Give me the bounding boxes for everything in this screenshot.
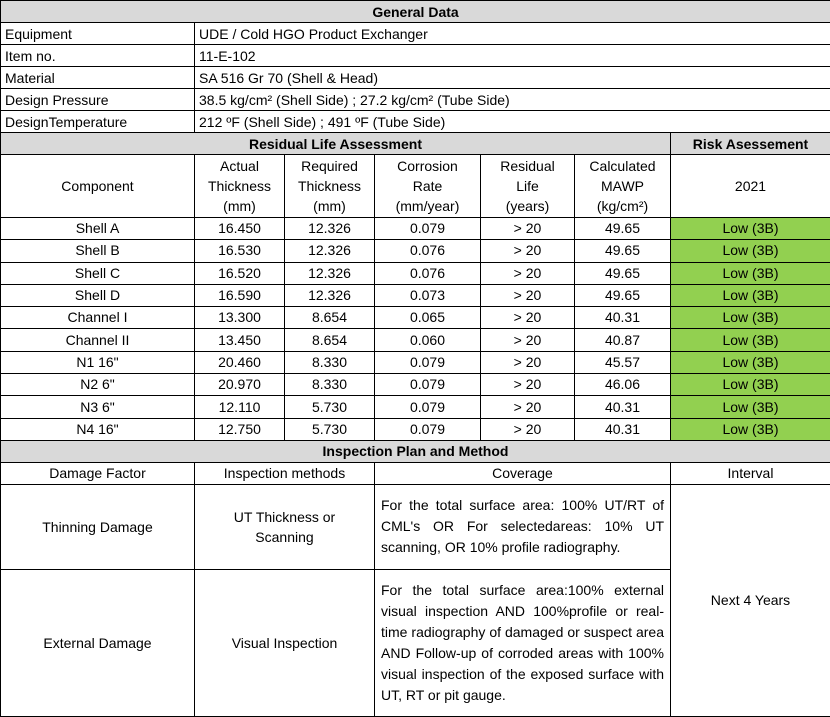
life-cell: > 20: [481, 329, 575, 351]
coverage-external: For the total surface area:100% external visual inspection AND 100%profile or real-time radiography of damaged or suspect area AND Follow-up of corroded areas with 100% visual inspection of the exposed surface with UT, RT or pit gauge.: [375, 569, 671, 716]
actual-thickness-header: Actual Thickness (mm): [195, 155, 285, 218]
method-ut: UT Thickness or Scanning: [195, 484, 375, 569]
risk-cell: Low (3B): [671, 396, 830, 418]
table-row: [1, 374, 830, 396]
mawp-cell: 46.06: [575, 374, 671, 396]
rate-cell: 0.079: [375, 418, 481, 440]
component-cell: N2 6": [1, 374, 195, 396]
risk-cell: Low (3B): [671, 374, 830, 396]
life-cell: > 20: [481, 262, 575, 284]
required-cell: 5.730: [285, 418, 375, 440]
required-cell: 8.654: [285, 307, 375, 329]
rate-cell: 0.073: [375, 284, 481, 306]
method-visual: Visual Inspection: [195, 569, 375, 716]
equipment-value: UDE / Cold HGO Product Exchanger: [195, 23, 830, 45]
table-row: [1, 218, 830, 240]
component-header: Component: [1, 155, 195, 218]
life-cell: > 20: [481, 240, 575, 262]
actual-cell: 13.450: [195, 329, 285, 351]
damage-factor-external: External Damage: [1, 569, 195, 716]
risk-cell: Low (3B): [671, 284, 830, 306]
mawp-cell: 45.57: [575, 351, 671, 373]
design-temperature-label: DesignTemperature: [1, 111, 195, 133]
mawp-header: Calculated MAWP (kg/cm²): [575, 155, 671, 218]
life-cell: > 20: [481, 396, 575, 418]
interval-value: Next 4 Years: [671, 484, 830, 716]
component-cell: N3 6": [1, 396, 195, 418]
corrosion-rate-header: Corrosion Rate (mm/year): [375, 155, 481, 218]
rate-cell: 0.079: [375, 374, 481, 396]
rate-cell: 0.079: [375, 351, 481, 373]
material-label: Material: [1, 67, 195, 89]
required-cell: 8.330: [285, 374, 375, 396]
coverage-thinning: For the total surface area: 100% UT/RT of CML's OR For selectedareas: 10% UT scanning, OR 10% profile radiography.: [375, 484, 671, 569]
damage-factor-thinning: Thinning Damage: [1, 484, 195, 569]
mawp-cell: 49.65: [575, 240, 671, 262]
risk-cell: Low (3B): [671, 218, 830, 240]
inspection-plan-title: Inspection Plan and Method: [1, 440, 830, 462]
risk-cell: Low (3B): [671, 329, 830, 351]
coverage-header: Coverage: [375, 462, 671, 484]
actual-cell: 16.590: [195, 284, 285, 306]
rate-cell: 0.079: [375, 396, 481, 418]
mawp-cell: 49.65: [575, 284, 671, 306]
mawp-cell: 40.31: [575, 418, 671, 440]
required-cell: 8.654: [285, 329, 375, 351]
required-cell: 12.326: [285, 218, 375, 240]
required-cell: 12.326: [285, 262, 375, 284]
design-temperature-value: 212 ºF (Shell Side) ; 491 ºF (Tube Side): [195, 111, 830, 133]
life-cell: > 20: [481, 374, 575, 396]
inspection-methods-header: Inspection methods: [195, 462, 375, 484]
risk-cell: Low (3B): [671, 240, 830, 262]
item-no-label: Item no.: [1, 45, 195, 67]
rate-cell: 0.079: [375, 218, 481, 240]
mawp-cell: 49.65: [575, 218, 671, 240]
equipment-label: Equipment: [1, 23, 195, 45]
component-cell: Shell B: [1, 240, 195, 262]
life-cell: > 20: [481, 307, 575, 329]
table-row: [1, 262, 830, 284]
rate-cell: 0.076: [375, 262, 481, 284]
mawp-cell: 49.65: [575, 262, 671, 284]
risk-cell: Low (3B): [671, 307, 830, 329]
component-cell: N1 16": [1, 351, 195, 373]
table-row: [1, 307, 830, 329]
required-cell: 5.730: [285, 396, 375, 418]
table-row: [1, 240, 830, 262]
design-pressure-label: Design Pressure: [1, 89, 195, 111]
mawp-cell: 40.31: [575, 307, 671, 329]
component-cell: Channel I: [1, 307, 195, 329]
risk-year-header: 2021: [671, 155, 830, 218]
rate-cell: 0.065: [375, 307, 481, 329]
risk-assessment-title: Risk Asessement: [671, 133, 830, 155]
component-cell: Shell A: [1, 218, 195, 240]
mawp-cell: 40.87: [575, 329, 671, 351]
material-value: SA 516 Gr 70 (Shell & Head): [195, 67, 830, 89]
component-cell: Channel II: [1, 329, 195, 351]
actual-cell: 16.520: [195, 262, 285, 284]
risk-cell: Low (3B): [671, 262, 830, 284]
life-cell: > 20: [481, 418, 575, 440]
risk-cell: Low (3B): [671, 351, 830, 373]
design-pressure-value: 38.5 kg/cm² (Shell Side) ; 27.2 kg/cm² (Tube Side): [195, 89, 830, 111]
rate-cell: 0.060: [375, 329, 481, 351]
item-no-value: 11-E-102: [195, 45, 830, 67]
required-thickness-header: Required Thickness (mm): [285, 155, 375, 218]
table-row: [1, 329, 830, 351]
life-cell: > 20: [481, 218, 575, 240]
component-cell: N4 16": [1, 418, 195, 440]
mawp-cell: 40.31: [575, 396, 671, 418]
required-cell: 12.326: [285, 284, 375, 306]
actual-cell: 20.460: [195, 351, 285, 373]
required-cell: 8.330: [285, 351, 375, 373]
life-cell: > 20: [481, 284, 575, 306]
residual-life-title: Residual Life Assessment: [1, 133, 671, 155]
damage-factor-header: Damage Factor: [1, 462, 195, 484]
actual-cell: 16.530: [195, 240, 285, 262]
general-data-title: General Data: [1, 1, 830, 23]
actual-cell: 16.450: [195, 218, 285, 240]
table-row: [1, 418, 830, 440]
interval-header: Interval: [671, 462, 830, 484]
rate-cell: 0.076: [375, 240, 481, 262]
residual-life-header: Residual Life (years): [481, 155, 575, 218]
risk-cell: Low (3B): [671, 418, 830, 440]
actual-cell: 13.300: [195, 307, 285, 329]
actual-cell: 12.110: [195, 396, 285, 418]
table-row: [1, 284, 830, 306]
actual-cell: 12.750: [195, 418, 285, 440]
component-cell: Shell C: [1, 262, 195, 284]
table-row: [1, 351, 830, 373]
actual-cell: 20.970: [195, 374, 285, 396]
table-row: [1, 396, 830, 418]
component-cell: Shell D: [1, 284, 195, 306]
required-cell: 12.326: [285, 240, 375, 262]
life-cell: > 20: [481, 351, 575, 373]
